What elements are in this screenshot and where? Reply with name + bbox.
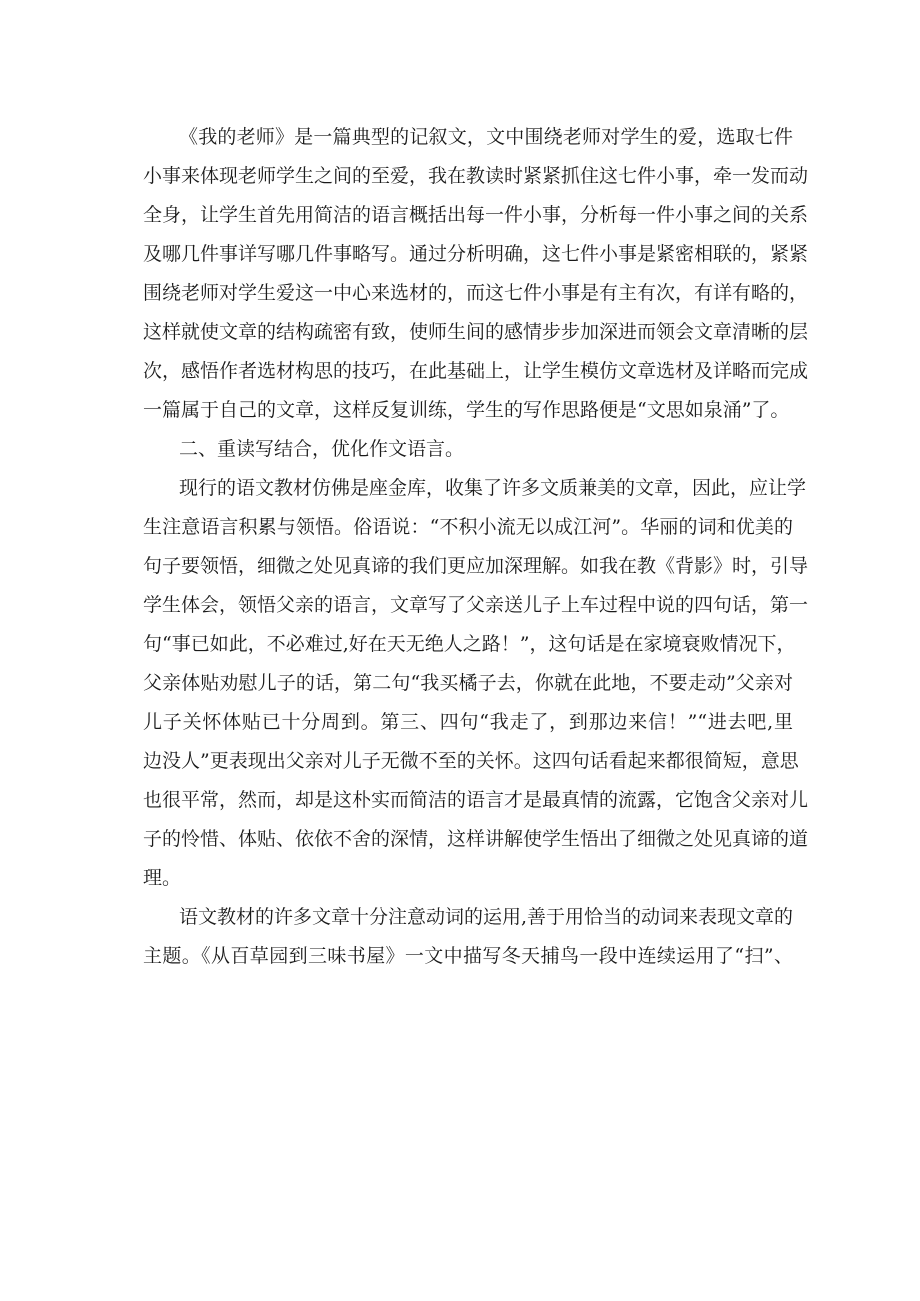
- text-line: 语文教材的许多文章十分注意动词的运用,善于用恰当的动词来表现文章的: [179, 906, 794, 928]
- paragraph-1: [143, 118, 809, 430]
- text-line: 次，感悟作者选材构思的技巧，在此基础上，让学生模仿文章选材及详略而完成: [143, 360, 809, 382]
- text-line: 也很平常，然而，却是这朴实而简洁的语言才是最真情的流露，它饱含父亲对儿: [143, 789, 809, 811]
- text-line: 这样就使文章的结构疏密有致，使师生间的感情步步加深进而领会文章清晰的层: [143, 321, 809, 343]
- text-line: 主题。《从百草园到三味书屋》一文中描写冬天捕鸟一段中连续运用了“扫”、: [143, 945, 793, 967]
- text-line: 全身，让学生首先用简洁的语言概括出每一件小事，分析每一件小事之间的关系: [143, 204, 809, 226]
- text-line: 生注意语言积累与领悟。俗语说：“不积小流无以成江河”。华丽的词和优美的: [143, 516, 793, 538]
- text-line: 句“事已如此，不必难过,好在天无绝人之路！”，这句话是在家境衰败情况下，: [143, 633, 796, 655]
- text-line: 围绕老师对学生爱这一中心来选材的，而这七件小事是有主有次，有详有略的，: [143, 282, 809, 304]
- text-line: 及哪几件事详写哪几件事略写。通过分析明确，这七件小事是紧密相联的，紧紧: [143, 243, 809, 265]
- paragraph-4: [143, 898, 793, 976]
- document-body: [143, 118, 809, 976]
- text-line: 句子要领悟，细微之处见真谛的我们更应加深理解。如我在教《背影》时，引导: [143, 555, 809, 577]
- text-line: 学生体会，领悟父亲的语言，文章写了父亲送儿子上车过程中说的四句话，第一: [143, 594, 809, 616]
- text-line: 现行的语文教材仿佛是座金库，收集了许多文质兼美的文章，因此，应让学: [179, 477, 807, 499]
- text-line: 父亲体贴劝慰儿子的话，第二句“我买橘子去，你就在此地，不要走动”父亲对: [143, 672, 793, 694]
- text-line: 一篇属于自己的文章，这样反复训练，学生的写作思路便是“文思如泉涌”了。: [143, 399, 790, 421]
- text-line: 二、重读写结合，优化作文语言。: [179, 438, 465, 460]
- text-line: 儿子关怀体贴已十分周到。第三、四句“我走了，到那边来信！”“进去吧,里: [143, 711, 793, 733]
- text-line: 《我的老师》是一篇典型的记叙文，文中围绕老师对学生的爱，选取七件: [179, 126, 793, 148]
- paragraph-3: [143, 469, 809, 898]
- text-line: 边没人”更表现出父亲对儿子无微不至的关怀。这四句话看起来都很简短，意思: [143, 750, 799, 772]
- text-line: 理。: [143, 867, 182, 889]
- text-line: 子的怜惜、体贴、依依不舍的深情，这样讲解使学生悟出了细微之处见真谛的道: [143, 828, 809, 850]
- section-heading: [143, 430, 793, 469]
- text-line: 小事来体现老师学生之间的至爱，我在教读时紧紧抓住这七件小事，牵一发而动: [143, 165, 809, 187]
